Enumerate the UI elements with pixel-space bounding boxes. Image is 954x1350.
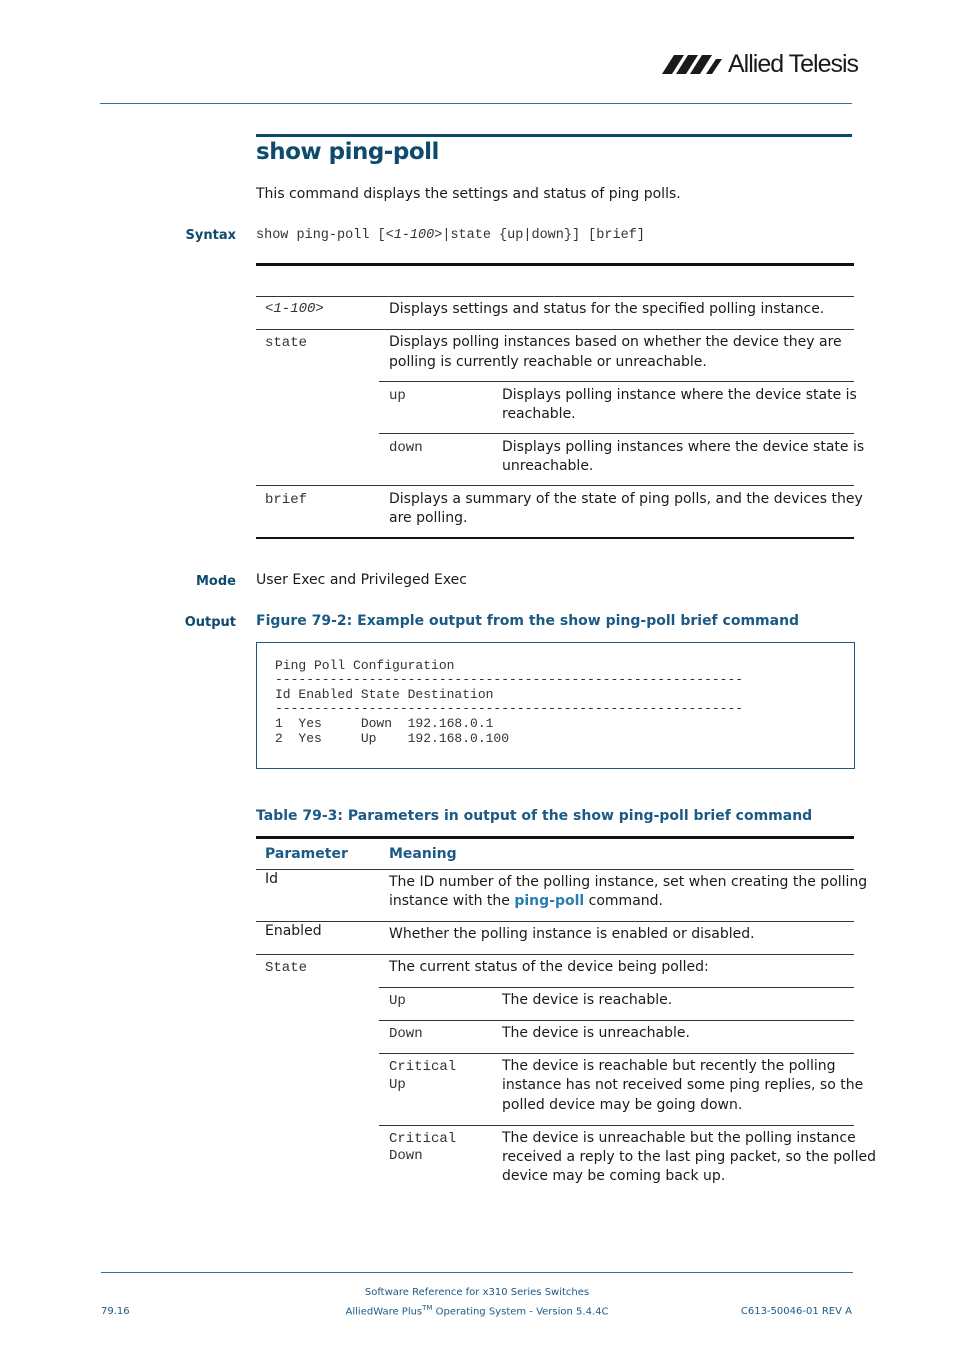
param-desc-line: The device is unreachable but the polling instance — [502, 1130, 856, 1146]
document-id: C613-50046-01 REV A — [740, 1306, 852, 1317]
param-desc-line: polled device may be going down. — [502, 1097, 743, 1113]
param-desc-line: reachable. — [502, 406, 576, 422]
param-desc: The current status of the device being polled: — [389, 959, 709, 975]
param-name: up — [389, 388, 406, 404]
param-desc-line: instance with the ping-poll command. — [389, 893, 663, 909]
footer-divider — [101, 1272, 853, 1273]
table-rule — [379, 433, 854, 434]
param-desc-line: polling is currently reachable or unreachable. — [389, 354, 707, 370]
title-rule — [256, 134, 852, 137]
table2-top — [256, 836, 854, 839]
param-desc-line: Displays a summary of the state of ping polls, and the devices they — [389, 491, 863, 507]
param-name: down — [389, 440, 423, 456]
param-name: State — [265, 960, 308, 976]
param-name: Down — [389, 1026, 423, 1042]
param-desc-line: Displays polling instances where the device state is — [502, 439, 865, 455]
output-label: Output — [184, 615, 236, 630]
column-header-meaning: Meaning — [389, 846, 457, 862]
param-desc-line: The device is reachable but recently the polling — [502, 1058, 836, 1074]
output-line: Id Enabled State Destination — [275, 687, 494, 702]
param-desc-line: unreachable. — [502, 458, 594, 474]
footer-title: Software Reference for x310 Series Switches — [364, 1287, 590, 1298]
output-line: Ping Poll Configuration — [275, 658, 455, 673]
param-desc-line: instance has not received some ping replies, so the — [502, 1077, 864, 1093]
table-caption: Table 79-3: Parameters in output of the show ping-poll brief command — [256, 808, 813, 824]
param-desc: Whether the polling instance is enabled or disabled. — [389, 926, 755, 942]
param-name: Enabled — [265, 923, 322, 939]
param-desc: The device is unreachable. — [502, 1025, 690, 1041]
table-rule — [379, 1053, 854, 1054]
syntax-table-top — [256, 263, 854, 266]
table-rule — [379, 381, 854, 382]
syntax-table-bottom — [256, 537, 854, 539]
param-name: <1-100> — [265, 301, 324, 317]
footer-product: AlliedWare Plus™ Operating System - Version 5.4.4C — [345, 1304, 609, 1318]
table-rule — [379, 1020, 854, 1021]
table-rule — [256, 921, 854, 922]
table-rule — [256, 296, 854, 297]
brand-name: Allied Telesis — [728, 49, 859, 78]
figure-caption: Figure 79-2: Example output from the show ping-poll brief command — [256, 613, 800, 629]
output-line: ------------------------------------------------------------ — [275, 672, 744, 687]
table-rule — [256, 954, 854, 955]
output-line: 2 Yes Up 192.168.0.100 — [275, 731, 510, 746]
param-name: state — [265, 335, 308, 351]
ping-poll-link[interactable]: ping-poll — [514, 893, 585, 909]
output-line: ------------------------------------------------------------ — [275, 701, 744, 716]
param-name: Up — [389, 1077, 406, 1093]
mode-label: Mode — [196, 574, 236, 589]
table-rule — [256, 869, 854, 870]
param-name: Critical — [389, 1131, 457, 1147]
mode-text: User Exec and Privileged Exec — [256, 572, 467, 588]
param-desc-line: Displays polling instances based on whether the device they are — [389, 334, 842, 350]
description: This command displays the settings and status of ping polls. — [256, 186, 681, 202]
param-name: Up — [389, 993, 406, 1009]
param-name: Critical — [389, 1059, 457, 1075]
syntax-label: Syntax — [185, 228, 236, 243]
param-desc: Displays settings and status for the specified polling instance. — [389, 301, 825, 317]
table-rule — [379, 1125, 854, 1126]
param-desc-line: Displays polling instance where the device state is — [502, 387, 857, 403]
table-rule — [256, 485, 854, 486]
param-name: Down — [389, 1148, 423, 1164]
allied-telesis-logo — [662, 50, 858, 78]
table-rule — [379, 987, 854, 988]
header-divider — [100, 103, 852, 104]
table-rule — [256, 329, 854, 330]
page-title: show ping-poll — [256, 139, 439, 165]
page-number: 79.16 — [101, 1306, 130, 1317]
output-line: 1 Yes Down 192.168.0.1 — [275, 716, 494, 731]
column-header-parameter: Parameter — [265, 846, 348, 862]
param-name: brief — [265, 492, 308, 508]
param-desc: The device is reachable. — [502, 992, 673, 1008]
param-desc-line: The ID number of the polling instance, set when creating the polling — [389, 874, 868, 890]
output-box — [256, 642, 855, 769]
param-name: Id — [265, 871, 279, 887]
allied-telesis-mark-icon — [662, 53, 724, 75]
param-desc-line: are polling. — [389, 510, 468, 526]
param-desc-line: received a reply to the last ping packet, so the polled — [502, 1149, 876, 1165]
param-desc-line: device may be coming back up. — [502, 1168, 726, 1184]
syntax-command: show ping-poll [<1-100>|state {up|down}] [brief] — [256, 228, 645, 243]
